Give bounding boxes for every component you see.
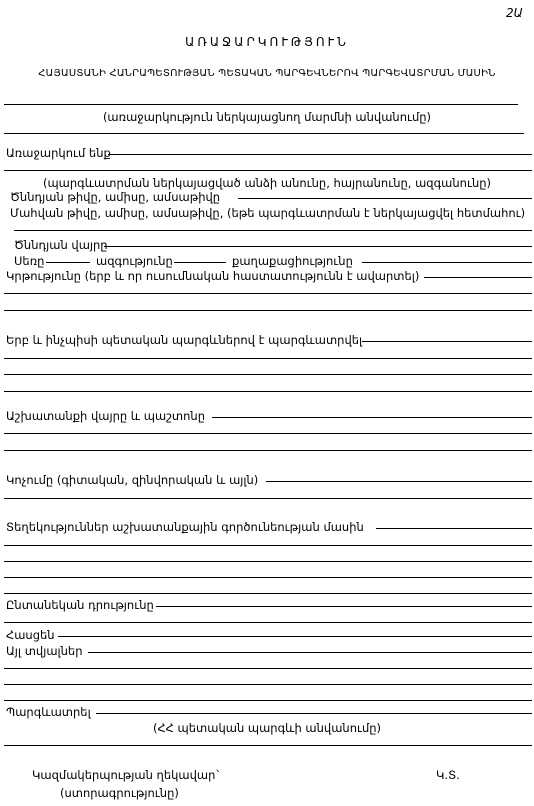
person-name-line-2[interactable] [4, 170, 532, 171]
work-info-line[interactable] [376, 528, 532, 529]
sex-line[interactable] [46, 262, 90, 263]
head-label: Կազմակերպության ղեկավար` [32, 768, 222, 782]
caption-person: (պարգևատրման ներկայացված անձի անունը, հայրանունը, ազգանունը) [42, 176, 492, 190]
awards-label: Երբ և ինչպիսի պետական պարգևներով է պարգևատրվել [6, 333, 363, 347]
birth-place-line[interactable] [104, 246, 532, 247]
family-label: Ընտանեկան դրությունը [6, 598, 154, 612]
seal-label: Կ.Տ. [436, 768, 460, 782]
work-info-label: Տեղեկություններ աշխատանքային գործունեության մասին [6, 520, 364, 534]
education-label: Կրթությունը (երբ և որ ուսումնական հաստատությունն է ավարտել) [6, 269, 420, 283]
work-info-line-4[interactable] [4, 577, 532, 578]
education-line-3[interactable] [4, 310, 532, 311]
address-line[interactable] [58, 636, 532, 637]
caption-org: (առաջարկություն ներկայացնող մարմնի անվանումը) [102, 110, 432, 124]
work-info-line-5[interactable] [4, 593, 532, 594]
death-date-line[interactable] [14, 230, 532, 231]
other-line-4[interactable] [4, 700, 532, 701]
other-line-3[interactable] [4, 684, 532, 685]
rank-line-2[interactable] [4, 498, 532, 499]
person-name-line[interactable] [108, 154, 532, 155]
page-number: 2Ա [506, 6, 523, 20]
work-info-line-2[interactable] [4, 545, 532, 546]
family-line-2[interactable] [4, 622, 532, 623]
sex-label: Սեռը [14, 254, 45, 268]
workplace-line-3[interactable] [4, 450, 532, 451]
other-line[interactable] [88, 652, 532, 653]
citizenship-line[interactable] [362, 262, 532, 263]
other-line-2[interactable] [4, 668, 532, 669]
award-label: Պարգևատրել [6, 705, 91, 719]
birth-date-label: Ծննդյան թիվը, ամիսը, ամսաթիվը [10, 190, 221, 204]
awards-line[interactable] [362, 341, 532, 342]
awards-line-4[interactable] [4, 391, 532, 392]
award-line[interactable] [96, 713, 532, 714]
citizenship-label: քաղաքացիությունը [232, 254, 353, 268]
other-label: Այլ տվյալներ [6, 644, 83, 658]
address-label: Հասցեն [6, 628, 55, 642]
awards-line-2[interactable] [4, 358, 532, 359]
nationality-line[interactable] [174, 262, 226, 263]
awards-line-3[interactable] [4, 374, 532, 375]
proposer-label: Առաջարկում ենք [6, 146, 111, 160]
family-line[interactable] [156, 606, 532, 607]
nationality-label: ազգությունը [96, 254, 173, 268]
document-subtitle: ՀԱՅԱՍՏԱՆԻ ՀԱՆՐԱՊԵՏՈՒԹՅԱՆ ՊԵՏԱԿԱՆ ՊԱՐԳԵՎՆԵՐՈՎ ՊԱՐԳԵՎԱՏՐՄԱՆ ՄԱՍԻՆ [38, 68, 496, 79]
work-info-line-3[interactable] [4, 561, 532, 562]
caption-award: (ՀՀ պետական պարգևի անվանումը) [152, 721, 382, 735]
birth-date-line[interactable] [238, 198, 532, 199]
document-title: ԱՌԱՋԱՐԿՈՒԹՅՈՒՆ [185, 35, 349, 49]
birth-place-label: Ծննդյան վայրը [14, 238, 108, 252]
org-line-2[interactable] [4, 133, 524, 134]
death-date-label: Մահվան թիվը, ամիսը, ամսաթիվը, (եթե պարգևատրման է ներկայացվել հետմահու) [10, 206, 526, 220]
org-line[interactable] [4, 104, 518, 105]
education-line[interactable] [424, 277, 532, 278]
award-line-2[interactable] [4, 745, 532, 746]
signature-caption: (ստորագրությունը) [60, 786, 179, 800]
rank-label: Կոչումը (գիտական, զինվորական և այլն) [6, 473, 259, 487]
workplace-line-2[interactable] [4, 433, 532, 434]
education-line-2[interactable] [4, 293, 532, 294]
workplace-label: Աշխատանքի վայրը և պաշտոնը [6, 409, 205, 423]
workplace-line[interactable] [212, 417, 532, 418]
rank-line[interactable] [266, 481, 532, 482]
